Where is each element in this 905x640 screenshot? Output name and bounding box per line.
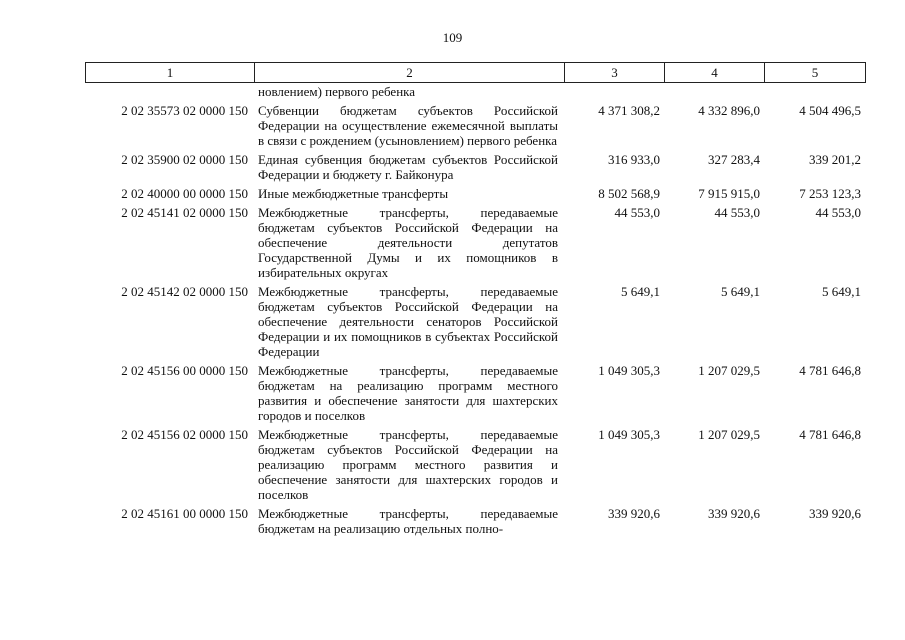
value-col3: 44 553,0 <box>614 205 660 220</box>
budget-code <box>85 84 254 103</box>
value-col5: 5 649,1 <box>822 284 861 299</box>
column-number-1: 1 <box>86 63 255 83</box>
value-col5 <box>764 84 865 103</box>
column-number-3: 3 <box>565 63 665 83</box>
item-name: Межбюджетные трансферты, передаваемые бюджетам субъектов Российской Федерации на обеспечение деятельности сенаторов Российской Федерации и их помощников в субъектах Российской Федерации <box>258 284 558 359</box>
value-col3 <box>564 84 664 103</box>
value-col5: 339 201,2 <box>809 152 861 167</box>
item-name: Межбюджетные трансферты, передаваемые бюджетам субъектов Российской Федерации на обеспечение деятельности депутатов Государственной Думы и их помощников в избирательных округах <box>258 205 558 280</box>
table-row <box>85 152 865 186</box>
budget-code: 2 02 45161 00 0000 150 <box>121 506 248 521</box>
value-col3: 1 049 305,3 <box>598 363 660 378</box>
value-col3: 8 502 568,9 <box>598 186 660 201</box>
value-col3: 5 649,1 <box>621 284 660 299</box>
item-name: Межбюджетные трансферты, передаваемые бюджетам субъектов Российской Федерации на реализацию программ местного развития и обеспечение занятости для шахтерских городов и поселков <box>258 427 558 502</box>
value-col5: 339 920,6 <box>809 506 861 521</box>
value-col3: 339 920,6 <box>608 506 660 521</box>
value-col4: 4 332 896,0 <box>698 103 760 118</box>
value-col4: 1 207 029,5 <box>698 427 760 442</box>
budget-code: 2 02 35573 02 0000 150 <box>121 103 248 118</box>
column-number-4: 4 <box>665 63 765 83</box>
budget-table <box>85 84 865 536</box>
budget-code: 2 02 45142 02 0000 150 <box>121 284 248 299</box>
value-col4: 1 207 029,5 <box>698 363 760 378</box>
header-row <box>86 63 866 83</box>
column-number-5: 5 <box>765 63 866 83</box>
value-col3: 4 371 308,2 <box>598 103 660 118</box>
value-col4 <box>664 84 764 103</box>
value-col4: 5 649,1 <box>721 284 760 299</box>
value-col5: 44 553,0 <box>815 205 861 220</box>
table-row <box>85 284 865 363</box>
table-row <box>85 103 865 152</box>
value-col3: 1 049 305,3 <box>598 427 660 442</box>
table-row <box>85 363 865 427</box>
table-row <box>85 84 865 103</box>
table-row <box>85 506 865 536</box>
budget-code: 2 02 40000 00 0000 150 <box>121 186 248 201</box>
item-name: Единая субвенция бюджетам субъектов Российской Федерации и бюджету г. Байконура <box>258 152 558 182</box>
item-name: Межбюджетные трансферты, передаваемые бюджетам на реализацию отдельных полно- <box>258 506 558 536</box>
value-col4: 327 283,4 <box>708 152 760 167</box>
table-header <box>85 62 866 83</box>
budget-code: 2 02 45156 00 0000 150 <box>121 363 248 378</box>
item-name: Межбюджетные трансферты, передаваемые бюджетам на реализацию программ местного развития и обеспечение занятости для шахтерских городов и поселков <box>258 363 558 423</box>
value-col5: 7 253 123,3 <box>799 186 861 201</box>
item-name: новлением) первого ребенка <box>258 84 416 99</box>
item-name: Субвенции бюджетам субъектов Российской Федерации на осуществление ежемесячной выплаты в связи с рождением (усыновлением) первого ребенка <box>258 103 558 148</box>
value-col5: 4 504 496,5 <box>799 103 861 118</box>
value-col5: 4 781 646,8 <box>799 427 861 442</box>
item-name: Иные межбюджетные трансферты <box>258 186 449 201</box>
column-number-2: 2 <box>255 63 565 83</box>
value-col4: 339 920,6 <box>708 506 760 521</box>
value-col4: 44 553,0 <box>714 205 760 220</box>
value-col5: 4 781 646,8 <box>799 363 861 378</box>
table-row <box>85 205 865 284</box>
page-number: 109 <box>442 30 463 45</box>
value-col4: 7 915 915,0 <box>698 186 760 201</box>
budget-code: 2 02 35900 02 0000 150 <box>121 152 248 167</box>
table-row <box>85 186 865 205</box>
budget-code: 2 02 45156 02 0000 150 <box>121 427 248 442</box>
value-col3: 316 933,0 <box>608 152 660 167</box>
table-row <box>85 427 865 506</box>
budget-code: 2 02 45141 02 0000 150 <box>121 205 248 220</box>
